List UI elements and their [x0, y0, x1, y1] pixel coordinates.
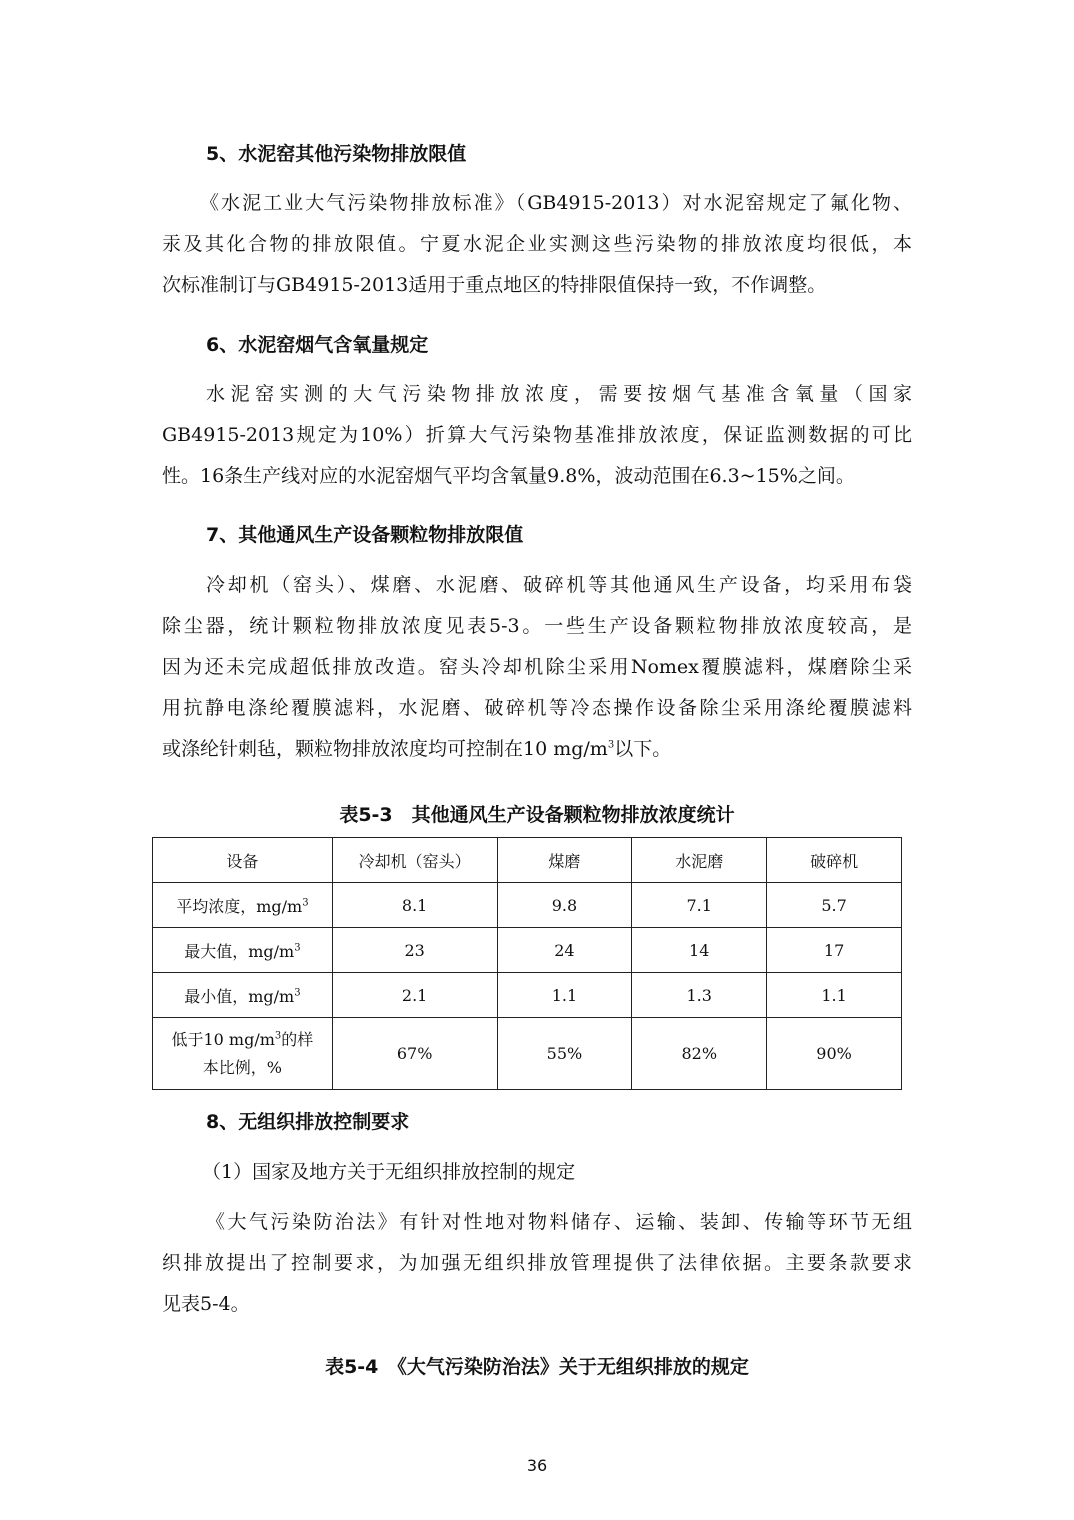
table-cell: 82%: [632, 1018, 767, 1090]
paragraph-line: 《水泥工业大气污染物排放标准》（GB4915-2013）对水泥窑规定了氟化物、: [200, 192, 912, 214]
section-5-heading: 5、水泥窑其他污染物排放限值: [206, 143, 467, 165]
superscript: 3: [274, 1030, 282, 1042]
page-number: 36: [526, 1456, 548, 1475]
label-text: 最小值，mg/m: [184, 986, 295, 1006]
column-header: 水泥磨: [632, 838, 767, 883]
paragraph-line: 冷却机（窑头）、煤磨、水泥磨、破碎机等其他通风生产设备，均采用布袋: [206, 574, 912, 596]
column-header: 设备: [153, 838, 333, 883]
table-cell: 55%: [497, 1018, 632, 1090]
table-cell: 17: [767, 928, 902, 973]
superscript: 3: [294, 942, 301, 954]
row-label: [153, 883, 333, 928]
paragraph-line: 次标准制订与GB4915-2013适用于重点地区的特排限值保持一致，不作调整。: [162, 274, 827, 296]
table-row: [153, 973, 902, 1018]
paragraph-line: 性。16条生产线对应的水泥窑烟气平均含氧量9.8%，波动范围在6.3~15%之间。: [162, 465, 855, 487]
column-header: 破碎机: [767, 838, 902, 883]
section-5-paragraph: [162, 183, 912, 306]
table-cell: 2.1: [332, 973, 497, 1018]
paragraph-line: 汞及其化合物的排放限值。宁夏水泥企业实测这些污染物的排放浓度均很低，本: [162, 233, 912, 255]
paragraph-line: 用抗静电涤纶覆膜滤料，水泥磨、破碎机等冷态操作设备除尘采用涤纶覆膜滤料: [162, 697, 912, 719]
table-cell: 1.3: [632, 973, 767, 1018]
column-header: 煤磨: [497, 838, 632, 883]
line-text: 或涤纶针刺毡，颗粒物排放浓度均可控制在10 mg/m: [162, 738, 608, 760]
section-6-heading: 6、水泥窑烟气含氧量规定: [206, 334, 429, 356]
paragraph-line: 见表5-4。: [162, 1293, 250, 1315]
section-6-paragraph: [162, 374, 912, 497]
table-row: [153, 1018, 902, 1090]
table-5-3: [152, 837, 902, 1090]
section-8-subheading: [202, 1152, 906, 1193]
table-cell: 90%: [767, 1018, 902, 1090]
table-5-4-caption: 表5-4 《大气污染防治法》关于无组织排放的规定: [325, 1356, 749, 1378]
label-text: 的样: [281, 1029, 314, 1049]
row-label: [153, 973, 333, 1018]
line-text: 以下。: [614, 738, 672, 760]
table-cell: 9.8: [497, 883, 632, 928]
paragraph-line: （1）国家及地方关于无组织排放控制的规定: [202, 1161, 576, 1183]
table-cell: 24: [497, 928, 632, 973]
table-cell: 14: [632, 928, 767, 973]
section-8-paragraph: [162, 1202, 912, 1325]
column-header: 冷却机（窑头）: [332, 838, 497, 883]
label-text: 平均浓度，mg/m: [176, 896, 303, 916]
row-label: [153, 1018, 333, 1090]
superscript: 3: [302, 897, 309, 909]
superscript: 3: [607, 739, 615, 751]
label-text: 低于10 mg/m: [171, 1029, 275, 1049]
table-row: [153, 928, 902, 973]
table-header-row: [153, 838, 902, 883]
section-8-heading: 8、无组织排放控制要求: [206, 1111, 410, 1133]
paragraph-line: GB4915-2013规定为10%）折算大气污染物基准排放浓度，保证监测数据的可比: [162, 424, 912, 446]
label-text: 最大值，mg/m: [184, 941, 295, 961]
label-text: 本比例，%: [202, 1057, 282, 1077]
section-7-heading: 7、其他通风生产设备颗粒物排放限值: [206, 524, 524, 546]
paragraph-line: 《大气污染防治法》有针对性地对物料储存、运输、装卸、传输等环节无组: [206, 1211, 912, 1233]
table-cell: 7.1: [632, 883, 767, 928]
section-7-paragraph: [162, 565, 912, 770]
table-cell: 1.1: [497, 973, 632, 1018]
table-cell: 8.1: [332, 883, 497, 928]
paragraph-line: 除尘器，统计颗粒物排放浓度见表5-3。一些生产设备颗粒物排放浓度较高，是: [162, 615, 912, 637]
table-5-3-caption: 表5-3 其他通风生产设备颗粒物排放浓度统计: [339, 804, 735, 826]
paragraph-line: [162, 729, 912, 770]
paragraph-line: 织排放提出了控制要求，为加强无组织排放管理提供了法律依据。主要条款要求: [162, 1252, 912, 1274]
paragraph-line: 因为还未完成超低排放改造。窑头冷却机除尘采用Nomex覆膜滤料，煤磨除尘采: [162, 656, 912, 678]
table-cell: 1.1: [767, 973, 902, 1018]
table-cell: 67%: [332, 1018, 497, 1090]
superscript: 3: [294, 987, 301, 999]
table-row: [153, 883, 902, 928]
paragraph-line: 水泥窑实测的大气污染物排放浓度，需要按烟气基准含氧量（国家: [206, 383, 912, 405]
table-cell: 23: [332, 928, 497, 973]
table-cell: 5.7: [767, 883, 902, 928]
row-label: [153, 928, 333, 973]
